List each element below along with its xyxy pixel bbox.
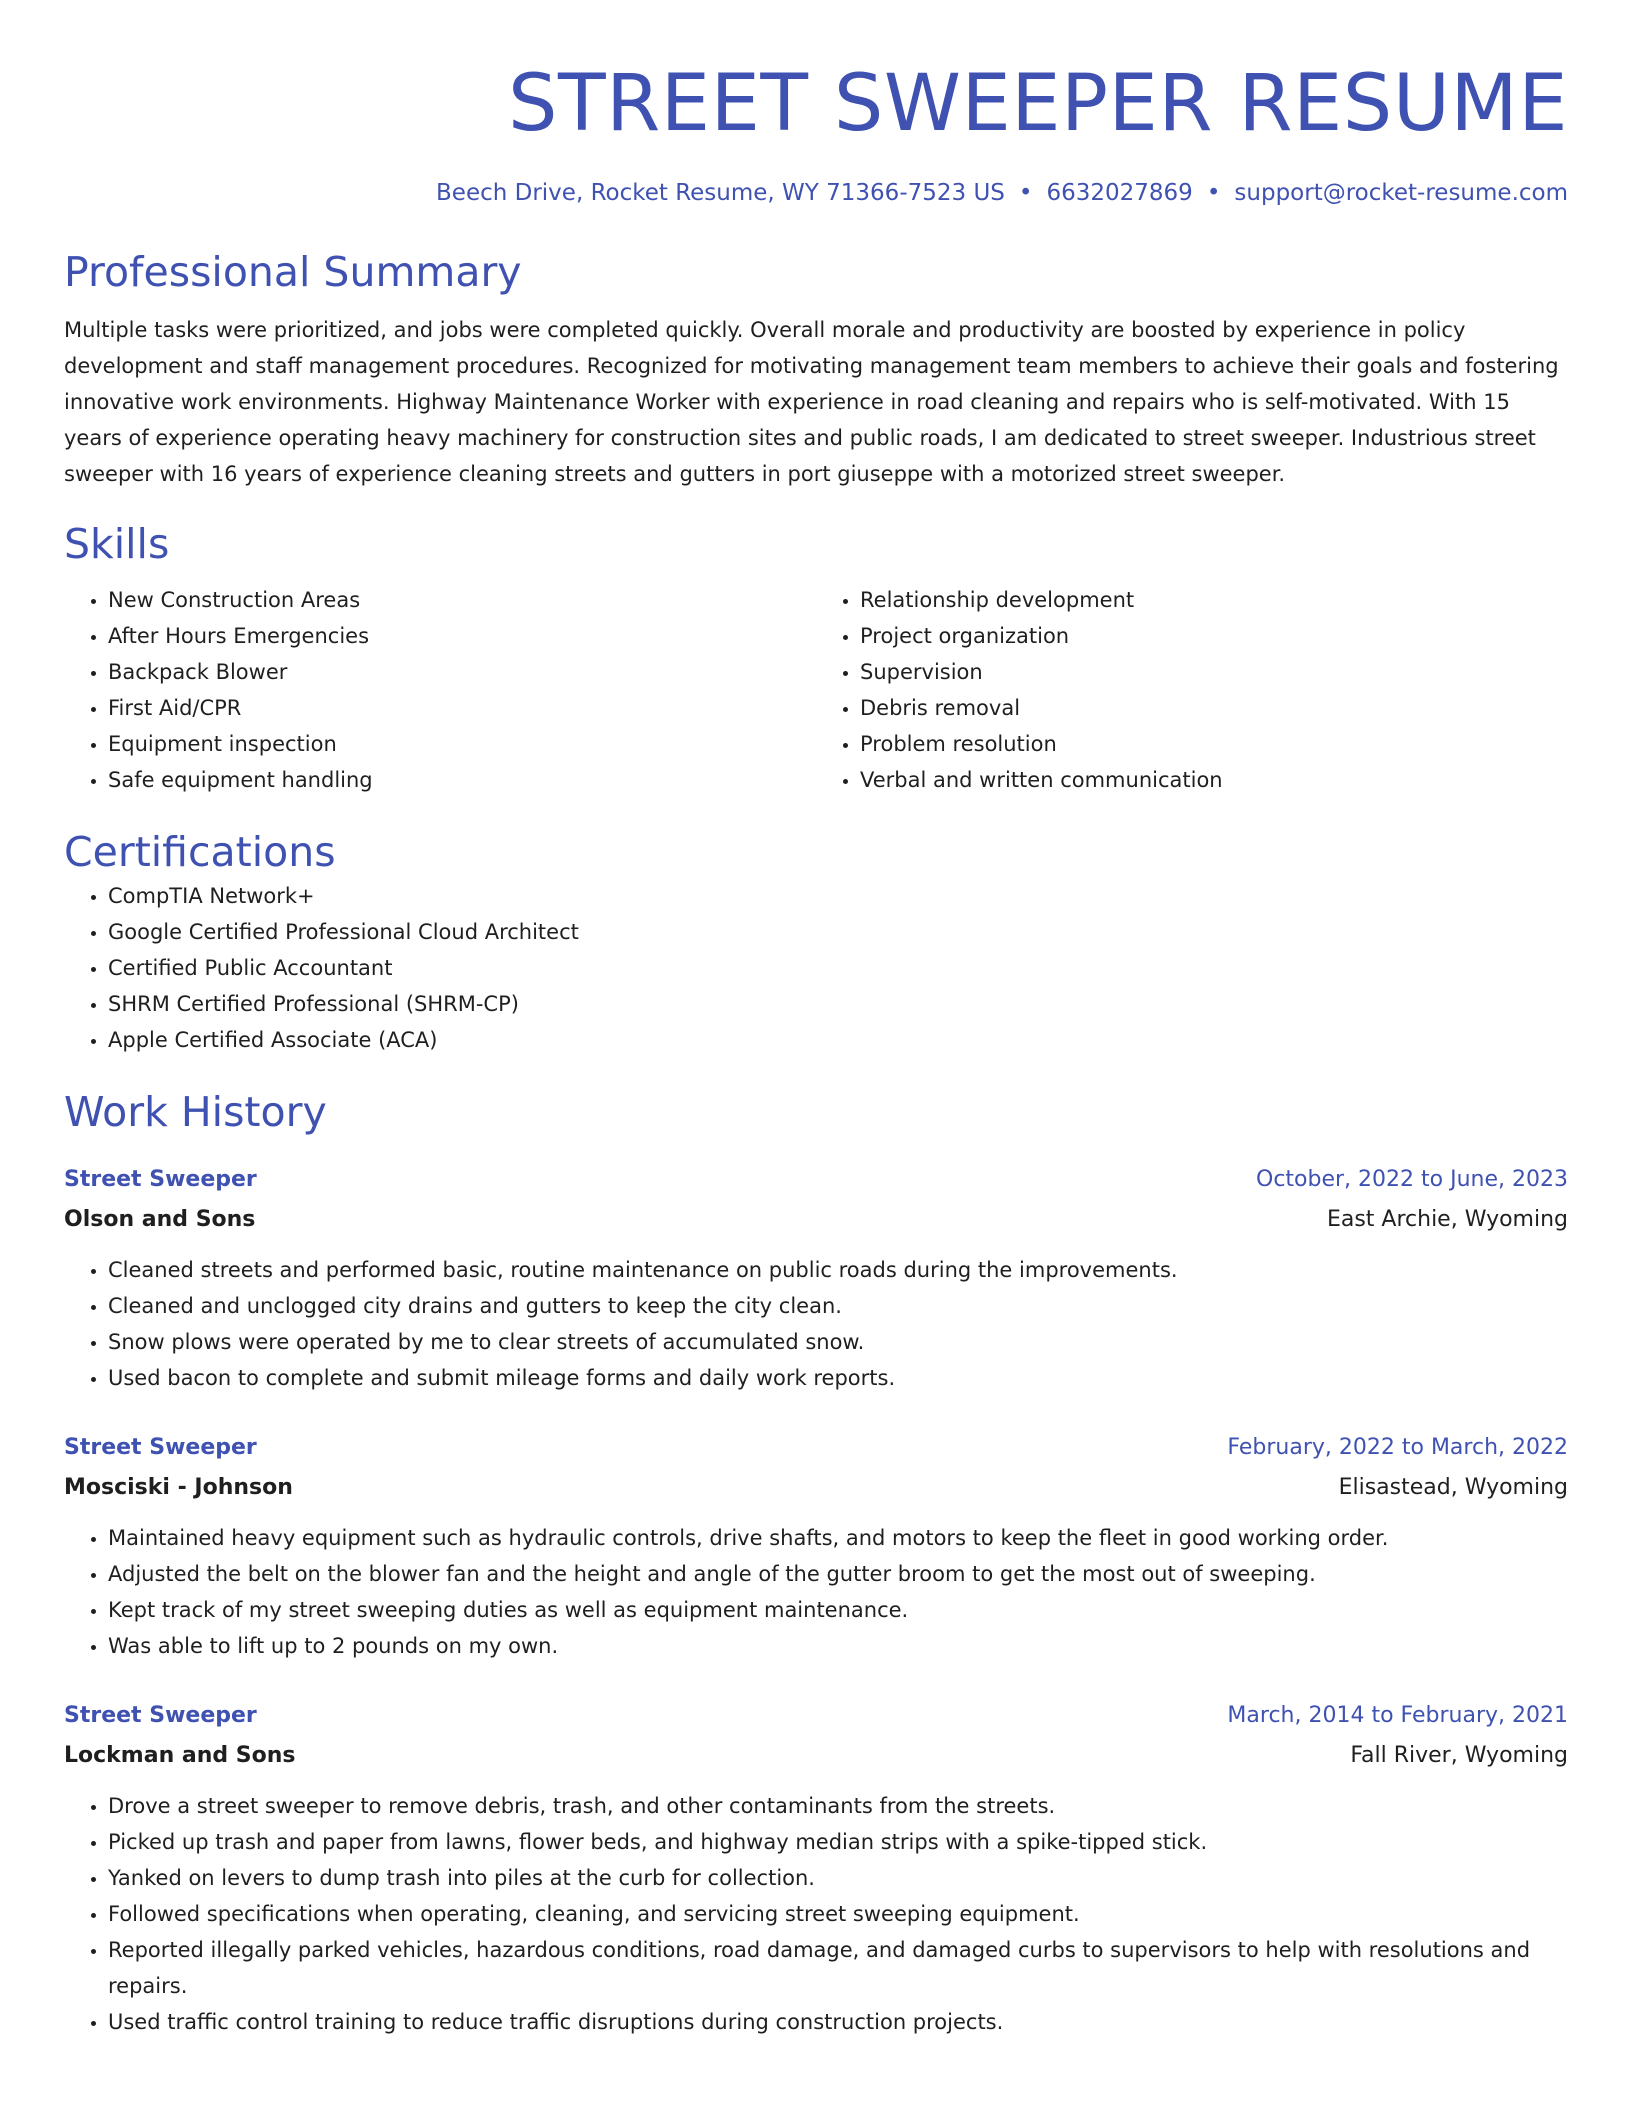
skill-item: • First Aid/CPR <box>108 690 816 726</box>
job-dates: October, 2022 to June, 2023 <box>1256 1167 1568 1192</box>
job-duties-list <box>64 1788 1568 2040</box>
skill-item: • Supervision <box>860 654 1568 690</box>
job-header-row <box>64 1696 1568 1736</box>
job-company-row <box>64 1200 1568 1240</box>
summary-text: Multiple tasks were prioritized, and jobs were completed quickly. Overall morale and productivity are boosted by experience in policy development and staff management procedures. Recognized for motivating management team members to achieve their goals and fostering innovative work environments. Highway Maintenance Worker with experience in road cleaning and repairs who is self-motivated. With 15 years of experience operating heavy machinery for construction sites and public roads, I am dedicated to street sweeper. Industrious street sweeper with 16 years of experience cleaning streets and gutters in port giuseppe with a motorized street sweeper. <box>64 318 1559 486</box>
job-location: Fall River, Wyoming <box>1350 1743 1568 1768</box>
skill-item: • After Hours Emergencies <box>108 618 816 654</box>
job-title: Street Sweeper <box>64 1703 257 1728</box>
job-duty: • Drove a street sweeper to remove debris, trash, and other contaminants from the streets. <box>108 1788 1568 1824</box>
job-duties-list <box>64 1252 1568 1396</box>
job-duty: • Followed specifications when operating, cleaning, and servicing street sweeping equipment. <box>108 1896 1568 1932</box>
job-duty: • Adjusted the belt on the blower fan and the height and angle of the gutter broom to get the most out of sweeping. <box>108 1556 1568 1592</box>
job-duty: • Used bacon to complete and submit mileage forms and daily work reports. <box>108 1360 1568 1396</box>
job-title: Street Sweeper <box>64 1435 257 1460</box>
certification-item: • Apple Certified Associate (ACA) <box>108 1022 1568 1058</box>
certification-item: • SHRM Certified Professional (SHRM-CP) <box>108 986 1568 1022</box>
skill-item: • Equipment inspection <box>108 726 816 762</box>
contact-address: Beech Drive, Rocket Resume, WY 71366-7523 US <box>436 180 1005 206</box>
job-dates: February, 2022 to March, 2022 <box>1227 1435 1568 1460</box>
contact-separator: • <box>1206 180 1221 206</box>
certifications-heading: Certifications <box>64 828 336 876</box>
certification-item: • Certified Public Accountant <box>108 950 1568 986</box>
job-duty: • Cleaned and unclogged city drains and gutters to keep the city clean. <box>108 1288 1568 1324</box>
job-company: Mosciski - Johnson <box>64 1475 293 1500</box>
job-company-row <box>64 1736 1568 1776</box>
job-entry <box>64 1696 1568 2040</box>
contact-separator: • <box>1018 180 1033 206</box>
skills-list-left <box>64 582 816 798</box>
job-duty: • Cleaned streets and performed basic, routine maintenance on public roads during the improvements. <box>108 1252 1568 1288</box>
skill-item: • Relationship development <box>860 582 1568 618</box>
work-history-heading: Work History <box>64 1088 327 1136</box>
certification-item: • Google Certified Professional Cloud Architect <box>108 914 1568 950</box>
certification-item: • CompTIA Network+ <box>108 878 1568 914</box>
job-title: Street Sweeper <box>64 1167 257 1192</box>
job-location: Elisastead, Wyoming <box>1338 1475 1568 1500</box>
resume-title: STREET SWEEPER RESUME <box>507 59 1568 149</box>
job-duty: • Yanked on levers to dump trash into piles at the curb for collection. <box>108 1860 1568 1896</box>
job-dates: March, 2014 to February, 2021 <box>1227 1703 1568 1728</box>
job-duties-list <box>64 1520 1568 1664</box>
job-company-row <box>64 1468 1568 1508</box>
job-entry <box>64 1428 1568 1664</box>
resume-page <box>64 0 1568 2040</box>
summary-heading: Professional Summary <box>64 248 522 296</box>
skills-heading: Skills <box>64 520 170 568</box>
contact-email: support@rocket-resume.com <box>1234 180 1568 206</box>
skills-list-right <box>816 582 1568 798</box>
job-duty: • Snow plows were operated by me to clear streets of accumulated snow. <box>108 1324 1568 1360</box>
job-duty: • Reported illegally parked vehicles, hazardous conditions, road damage, and damaged curbs to supervisors to help with resolutions and repairs. <box>108 1932 1568 2004</box>
job-header-row <box>64 1160 1568 1200</box>
skill-item: • Project organization <box>860 618 1568 654</box>
job-duty: • Picked up trash and paper from lawns, flower beds, and highway median strips with a spike-tipped stick. <box>108 1824 1568 1860</box>
job-company: Lockman and Sons <box>64 1743 296 1768</box>
job-duty: • Used traffic control training to reduce traffic disruptions during construction projects. <box>108 2004 1568 2040</box>
certifications-list <box>64 878 1568 1058</box>
contact-line <box>64 178 1568 208</box>
skill-item: • Backpack Blower <box>108 654 816 690</box>
job-duty: • Kept track of my street sweeping duties as well as equipment maintenance. <box>108 1592 1568 1628</box>
skill-item: • New Construction Areas <box>108 582 816 618</box>
skill-item: • Problem resolution <box>860 726 1568 762</box>
job-company: Olson and Sons <box>64 1207 256 1232</box>
job-location: East Archie, Wyoming <box>1326 1207 1568 1232</box>
job-entry <box>64 1160 1568 1396</box>
contact-phone: 6632027869 <box>1046 180 1193 206</box>
job-duty: • Was able to lift up to 2 pounds on my own. <box>108 1628 1568 1664</box>
skill-item: • Safe equipment handling <box>108 762 816 798</box>
job-header-row <box>64 1428 1568 1468</box>
skill-item: • Debris removal <box>860 690 1568 726</box>
skills-columns <box>64 582 1568 798</box>
skill-item: • Verbal and written communication <box>860 762 1568 798</box>
job-duty: • Maintained heavy equipment such as hydraulic controls, drive shafts, and motors to keep the fleet in good working order. <box>108 1520 1568 1556</box>
